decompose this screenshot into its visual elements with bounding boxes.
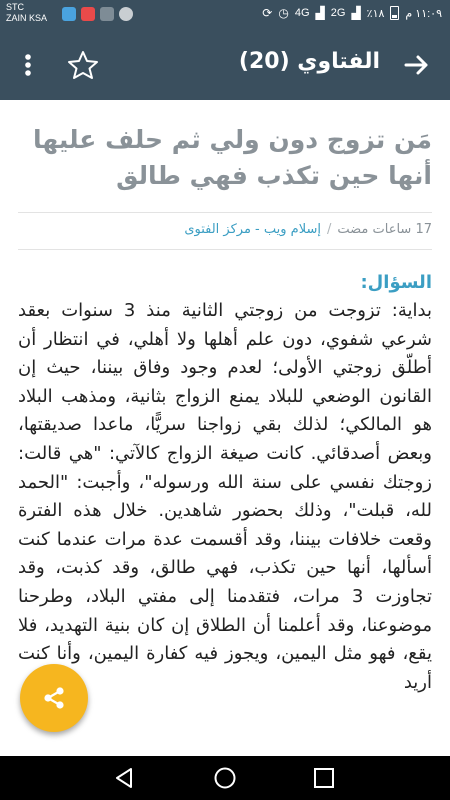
more-vert-icon	[24, 53, 32, 77]
share-button[interactable]	[20, 664, 88, 732]
carrier-line-1: STC	[6, 2, 24, 12]
nav-recent-icon[interactable]	[313, 767, 335, 789]
app-notification-icon	[81, 7, 95, 21]
circle-notification-icon	[119, 7, 133, 21]
battery-icon	[390, 6, 399, 20]
nav-home-icon[interactable]	[213, 766, 237, 790]
status-bar	[0, 0, 450, 30]
nav-back-icon[interactable]	[112, 766, 136, 790]
carrier-line-2: ZAIN KSA	[6, 13, 48, 23]
overflow-menu-button[interactable]	[16, 50, 40, 80]
network-2g-label: 2G	[330, 7, 346, 19]
back-button[interactable]	[402, 50, 432, 80]
favorite-button[interactable]	[66, 48, 100, 82]
app-bar	[0, 30, 450, 100]
share-icon	[41, 685, 67, 711]
question-heading: السؤال:	[360, 272, 432, 293]
status-indicators	[262, 6, 442, 20]
star-outline-icon	[67, 50, 99, 80]
notification-icons	[62, 7, 133, 21]
alarm-icon: ◷	[278, 6, 289, 20]
carrier-label	[6, 2, 47, 24]
page-title: الفتاوي (20)	[238, 49, 380, 74]
network-4g-label: 4G	[294, 7, 310, 19]
article-source-link[interactable]: إسلام ويب - مركز الفتوى	[184, 222, 321, 237]
app-notification-icon	[62, 7, 76, 21]
system-nav-bar	[0, 756, 450, 800]
arrow-right-icon	[404, 54, 430, 76]
clock: ١١:٠٩ م	[405, 7, 442, 20]
battery-percent: ٪١٨	[366, 7, 385, 20]
article-meta	[18, 212, 432, 250]
meta-separator: /	[326, 222, 332, 237]
article-title: مَن تزوج دون ولي ثم حلف عليها أنها حين تكذب فهي طالق	[33, 125, 432, 190]
signal-icon: ▟	[351, 6, 361, 20]
article-time: 17 ساعات مضت	[337, 222, 432, 237]
sync-icon: ⟳	[262, 6, 273, 20]
signal-icon: ▟	[315, 6, 325, 20]
article-content	[18, 100, 432, 756]
image-notification-icon	[100, 7, 114, 21]
question-body: بداية: تزوجت من زوجتي الثانية منذ 3 سنوات بعقد شرعي شفوي، دون علم أهلها ولا أهلي، في انتظار أن أطلّق زوجتي الأولى؛ لعدم وجود وفاق بيننا، حيث إن القانون الوضعي للبلاد يمنع الزواج بثانية، ومذهب البلاد هو المالكي؛ لذلك بقي زواجنا سريًّا، ماعدا صديقتها، وبعض أصدقائي. كانت صيغة الزواج كالآتي: "هي قالت: زوجتك نفسي على سنة الله ورسوله"، وأجبت: "الحمد لله، قبلت"، وذلك بحضور شاهدين. خلال هذه الفترة وقعت خلافات بيننا، وقد أقسمت عدة مرات عندما كنت أسألها، أنها حين تكذب، فهي طالق، وقد كذبت، وقد تجاوزت 3 مرات، فتقدمنا إلى مفتي البلاد، وطرحنا موضوعنا، وقد أعلمنا أن الطلاق إن كان بنية التهديد، فلا يقع، فهو مثل اليمين، ويجوز فيه كفارة اليمين، وأنا كنت أريد	[18, 300, 432, 693]
